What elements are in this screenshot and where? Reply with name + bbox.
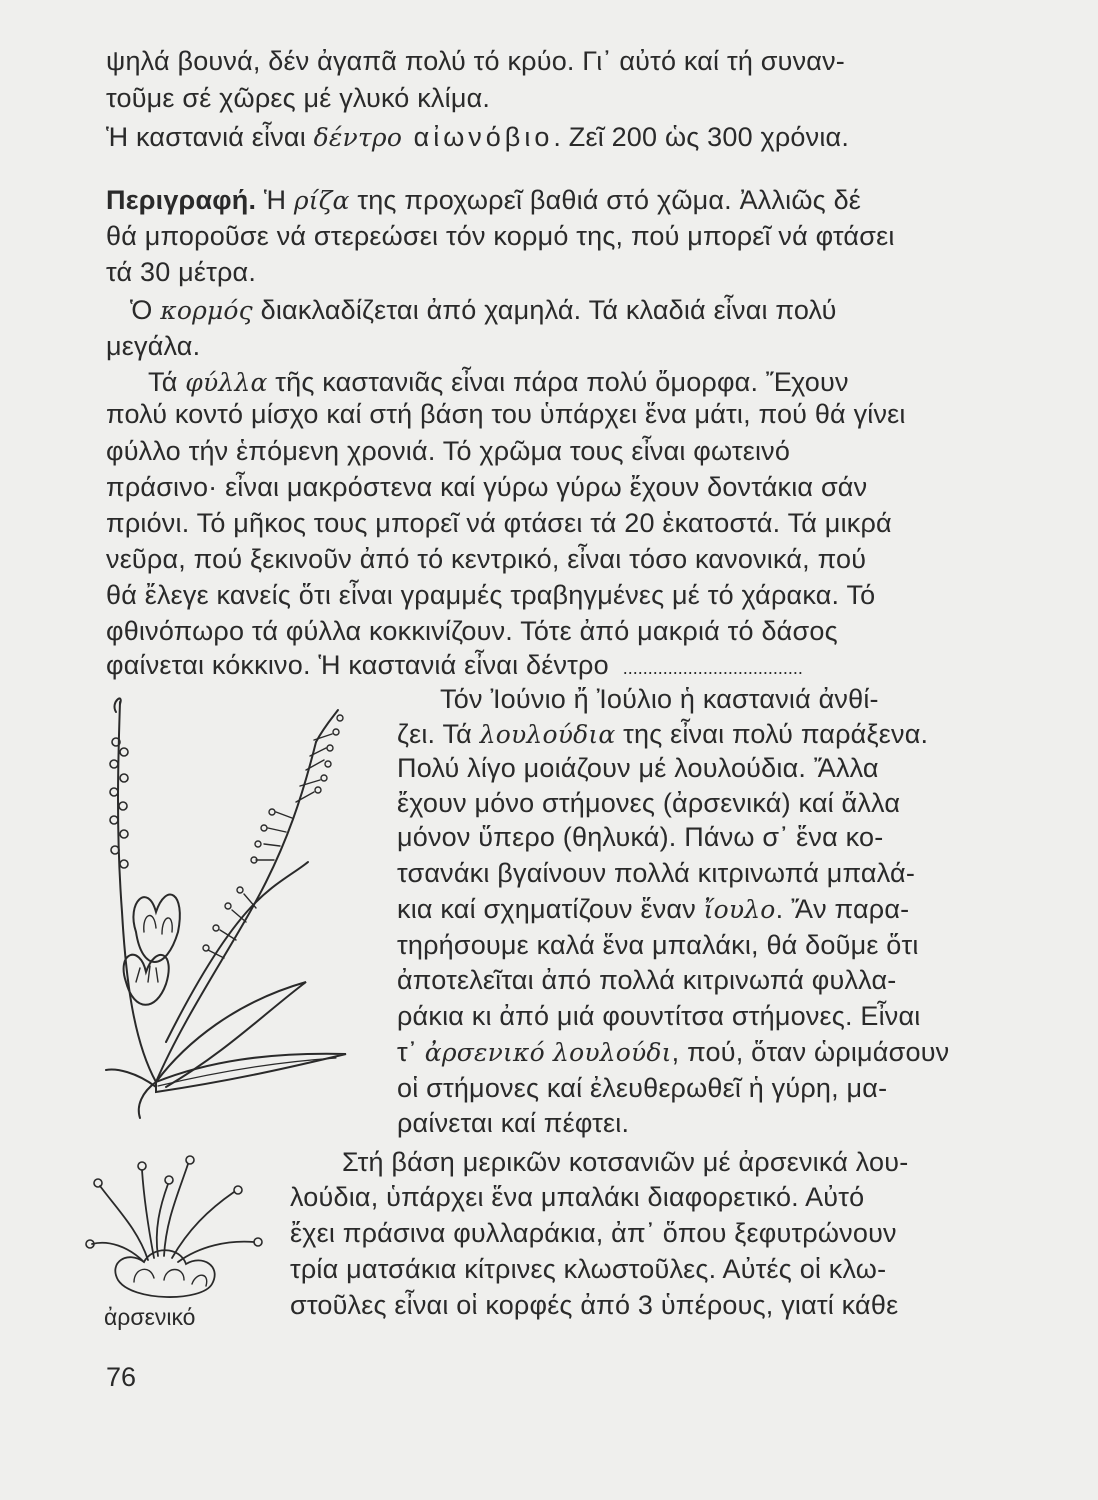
term-leaves: φύλλα xyxy=(185,368,268,397)
text-line: Πολύ λίγο μοιάζουν μέ λουλούδια. Ἄλλα xyxy=(397,753,879,783)
text-line: ψηλά βουνά, δέν ἀγαπᾶ πολύ τό κρύο. Γι᾿ αὐτό καί τή συναν- xyxy=(106,46,845,76)
text-line: ζει. Τά λουλούδια της εἶναι πολύ παράξενα. xyxy=(397,719,929,749)
text-line: τηρήσουμε καλά ἕνα μπαλάκι, θά δοῦμε ὅτι xyxy=(397,930,919,960)
text-line: μεγάλα. xyxy=(106,331,201,361)
text-line: ραίνεται καί πέφτει. xyxy=(397,1108,630,1138)
male-flower-illustration xyxy=(88,1150,268,1310)
term-trunk: κορμός xyxy=(160,296,253,325)
illustration-caption: ἀρσενικό xyxy=(104,1304,196,1330)
text-line: τά 30 μέτρα. xyxy=(106,257,257,287)
term-catkin: ἴουλο xyxy=(703,895,776,924)
text-line: ἔχει πράσινα φυλλαράκια, ἀπ᾿ ὅπου ξεφυτρώνουν xyxy=(290,1218,897,1248)
text-line: τοῦμε σέ χῶρες μέ γλυκό κλίμα. xyxy=(106,83,491,113)
text-line: πράσινο· εἶναι μακρόστενα καί γύρω γύρω ἔχουν δοντάκια σάν xyxy=(106,472,868,502)
text-line: Τά φύλλα τῆς καστανιᾶς εἶναι πάρα πολύ ὄμορφα. Ἔχουν xyxy=(148,367,849,397)
text-line: στοῦλες εἶναι οἱ κορφές ἀπό 3 ὑπέρους, γιατί κάθε xyxy=(290,1290,899,1320)
text-line: κια καί σχηματίζουν ἕναν ἴουλο. Ἄν παρα- xyxy=(397,894,910,924)
text-line: Τόν Ἰούνιο ἤ Ἰούλιο ἡ καστανιά ἀνθί- xyxy=(440,684,879,714)
text-line: τρία ματσάκια κίτρινες κλωστοῦλες. Αὐτές οἱ κλω- xyxy=(290,1254,887,1284)
section-heading: Περιγραφή. xyxy=(106,185,257,215)
text-line: μόνον ὕπερο (θηλυκά). Πάνω σ᾿ ἕνα κο- xyxy=(397,822,884,852)
text-line: φύλλο τήν ἑπόμενη χρονιά. Τό χρῶμα τους εἶναι φωτεινό xyxy=(106,436,791,466)
text-line: φθινόπωρο τά φύλλα κοκκινίζουν. Τότε ἀπό μακριά τό δάσος xyxy=(106,616,838,646)
text-line: φαίνεται κόκκινο. Ἡ καστανιά εἶναι δέντρο .................................... xyxy=(106,650,803,680)
text-line: ἀποτελεῖται ἀπό πολλά κιτρινωπά φυλλα- xyxy=(397,965,897,995)
term-male-flower: ἀρσενικό λουλούδι xyxy=(424,1038,672,1067)
text-line: θά μποροῦσε νά στερεώσει τόν κορμό της, πού μπορεῖ νά φτάσει xyxy=(106,221,895,251)
text-line: θά ἔλεγε κανείς ὅτι εἶναι γραμμές τραβηγμένες μέ τό χάρακα. Τό xyxy=(106,580,876,610)
fill-in-blank[interactable]: .................................... xyxy=(622,658,803,678)
text-line: τσανάκι βγαίνουν πολλά κιτρινωπά μπαλά- xyxy=(397,858,916,888)
text-line: λούδια, ὑπάρχει ἕνα μπαλάκι διαφορετικό. Αὐτό xyxy=(290,1182,865,1212)
text-line: οἱ στήμονες καί ἐλευθερωθεῖ ἡ γύρη, μα- xyxy=(397,1073,888,1103)
text-line: ράκια κι ἀπό μιά φουντίτσα στήμονες. Εἶναι xyxy=(397,1001,921,1031)
text-line: Ὁ κορμός διακλαδίζεται ἀπό χαμηλά. Τά κλαδιά εἶναι πολύ xyxy=(130,295,837,325)
term-tree: δέντρο xyxy=(313,123,403,152)
term-flowers: λουλούδια xyxy=(479,720,616,749)
text-line: Στή βάση μερικῶν κοτσανιῶν μέ ἀρσενικά λου- xyxy=(342,1147,909,1177)
term-root: ρίζα xyxy=(293,186,350,215)
term-ageless: αἰωνόβιο xyxy=(402,122,554,152)
page-number: 76 xyxy=(106,1362,137,1392)
text-line: Ἡ καστανιά εἶναι δέντρο αἰωνόβιο. Ζεῖ 200 ὡς 300 χρόνια. xyxy=(106,122,850,152)
text-line: πολύ κοντό μίσχο καί στή βάση του ὑπάρχει ἕνα μάτι, πού θά γίνει xyxy=(106,399,906,429)
chestnut-catkin-illustration xyxy=(96,682,386,1122)
text-line: νεῦρα, πού ξεκινοῦν ἀπό τό κεντρικό, εἶναι τόσο κανονικά, πού xyxy=(106,544,867,574)
text-line: Περιγραφή. Ἡ ρίζα της προχωρεῖ βαθιά στό χῶμα. Ἀλλιῶς δέ xyxy=(106,185,862,215)
text-line: πριόνι. Τό μῆκος τους μπορεῖ νά φτάσει τά 20 ἑκατοστά. Τά μικρά xyxy=(106,508,892,538)
text-line: τ᾿ ἀρσενικό λουλούδι, πού, ὅταν ὡριμάσουν xyxy=(397,1037,950,1067)
text-line: ἔχουν μόνο στήμονες (ἀρσενικά) καί ἄλλα xyxy=(397,788,901,818)
